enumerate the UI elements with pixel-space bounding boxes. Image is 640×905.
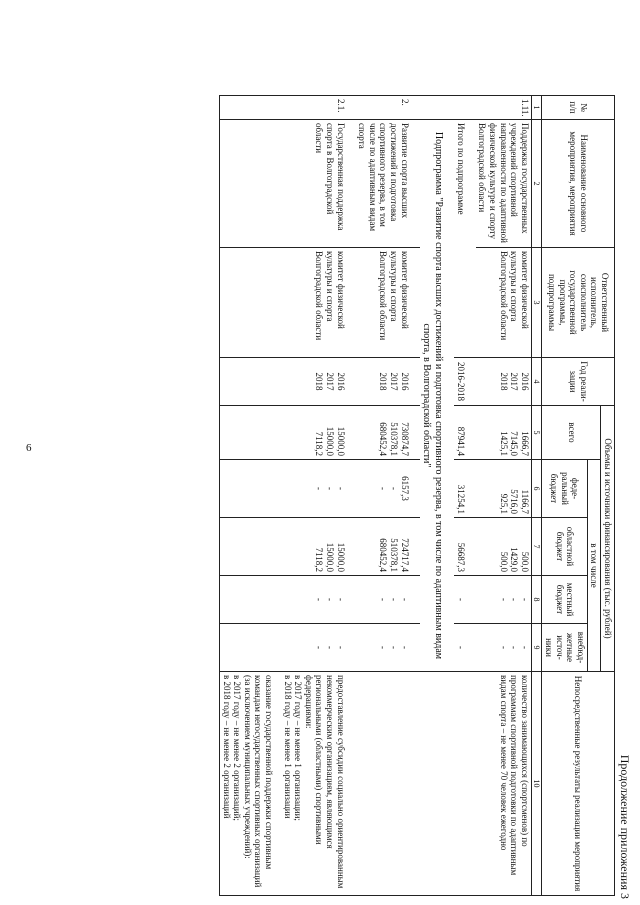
- row-number: 2.1.: [219, 96, 355, 120]
- row-extra: - - -: [476, 624, 532, 672]
- column-number: 4: [531, 358, 541, 406]
- program-table: [219, 95, 615, 896]
- continuation-label: Продолжение приложения 3: [618, 754, 632, 899]
- header-including: в том числе: [587, 460, 601, 672]
- itog-extra: -: [454, 624, 476, 672]
- table-row: [219, 96, 355, 896]
- row-total: 1666,7 7145,0 1425,1: [476, 406, 532, 460]
- row-local: - - -: [356, 576, 420, 624]
- column-number: 3: [531, 248, 541, 358]
- table-row: [356, 96, 420, 896]
- header-regional: областной бюджет: [542, 518, 587, 576]
- itog-local: -: [454, 576, 476, 624]
- column-number: 5: [531, 406, 541, 460]
- page-number: 6: [26, 442, 32, 454]
- header-executor: Ответственный исполнитель, соисполнитель государственной программы, подпрограммы: [542, 248, 615, 358]
- result-a: предоставление субсидии социально ориентированным некоммерческим организациям, являющимся региональными (областными) спортивными федерациями:: [303, 675, 346, 889]
- row-regional: 500,0 1429,0 500,0: [476, 518, 532, 576]
- subprogram-row: [420, 96, 455, 896]
- row-federal: 1166,7 5716,0 925,1: [476, 460, 532, 518]
- result-b: оказание государственной поддержки спортивным командам негосударственных спортивных организаций (за исключением муниципальных учреждений):: [242, 675, 274, 888]
- header-federal: феде-ральный бюджет: [542, 460, 587, 518]
- subprogram-title: Подпрограмма "Развитие спорта высших достижений и подготовка спортивного резерва, в том числе по адаптивным видам спорта, в Волгоградской области": [420, 120, 455, 672]
- header-funding: Объемы и источники финансирования (тыс. рублей): [601, 406, 615, 672]
- column-number: 7: [531, 518, 541, 576]
- row-extra: - - -: [219, 624, 355, 672]
- row-years: 2016 2017 2018: [476, 358, 532, 406]
- itog-years: 2016-2018: [454, 358, 476, 406]
- column-number: 2: [531, 120, 541, 248]
- result-a-2018: в 2018 году – не менее 1 организации: [282, 675, 293, 819]
- row-executor: комитет физической культуры и спорта Волгоградской области: [476, 248, 532, 358]
- row-name: Государственная поддержка спорта в Волгоградской области: [219, 120, 355, 248]
- row-name: Поддержка государственных учреждений спортивной направленности по адаптивной физической культуре и спорту Волгоградской области: [476, 120, 532, 248]
- column-number: 1: [531, 96, 541, 120]
- result-b-2017: в 2017 году – не менее 2 организаций;: [232, 675, 243, 821]
- header-year: Год реали-зации: [542, 358, 615, 406]
- row-local: - - -: [476, 576, 532, 624]
- row-result: количество занимающихся (спортсменов) по программам спортивной подготовки по адаптивным видам спорта – не менее 70 человек ежегодно: [476, 672, 532, 896]
- row-federal: 6157,3 - -: [356, 460, 420, 518]
- itog-federal: 31254,1: [454, 460, 476, 518]
- row-name: Развитие спорта высших достижений и подготовка спортивного резерва, в том числе по адаптивным видам спорта: [356, 120, 420, 248]
- row-years: 2016 2017 2018: [356, 358, 420, 406]
- row-total: 730874,7 510378,1 680452,4: [356, 406, 420, 460]
- itog-total: 87941,4: [454, 406, 476, 460]
- row-extra: - - -: [356, 624, 420, 672]
- row-regional: 724717,4 510378,1 680452,4: [356, 518, 420, 576]
- header-extra: внебюд-жетные источ-ники: [542, 624, 587, 672]
- row-local: - - -: [219, 576, 355, 624]
- header-name: Наименование основного мероприятия, мероприятия: [542, 120, 615, 248]
- header-total: всего: [542, 406, 601, 460]
- table-row: [476, 96, 532, 896]
- row-regional: 15000,0 15000,0 7118,2: [219, 518, 355, 576]
- column-number: 8: [531, 576, 541, 624]
- result-b-2018: в 2018 году – не менее 2 организаций: [221, 675, 232, 819]
- row-result: [219, 672, 355, 896]
- row-total: 15000,0 15000,0 7118,2: [219, 406, 355, 460]
- column-number: 9: [531, 624, 541, 672]
- result-a-2017: в 2017 году – не менее 1 организации;: [293, 675, 304, 821]
- itog-label: Итого по подпрограмме: [454, 120, 476, 358]
- table-row-total: [454, 96, 476, 896]
- row-number: 1.11.: [476, 96, 532, 120]
- row-executor: комитет физической культуры и спорта Волгоградской области: [356, 248, 420, 358]
- itog-regional: 56687,3: [454, 518, 476, 576]
- row-executor: комитет физической культуры и спорта Волгоградской области: [219, 248, 355, 358]
- column-number: 6: [531, 460, 541, 518]
- row-federal: - - -: [219, 460, 355, 518]
- header-results: Непосредственные результаты реализации мероприятия: [542, 672, 615, 896]
- row-years: 2016 2017 2018: [219, 358, 355, 406]
- row-number: 2.: [356, 96, 420, 120]
- column-number-row: [531, 96, 541, 896]
- column-number: 10: [531, 672, 541, 896]
- header-local: местный бюджет: [542, 576, 587, 624]
- header-num: № п/п: [542, 96, 615, 120]
